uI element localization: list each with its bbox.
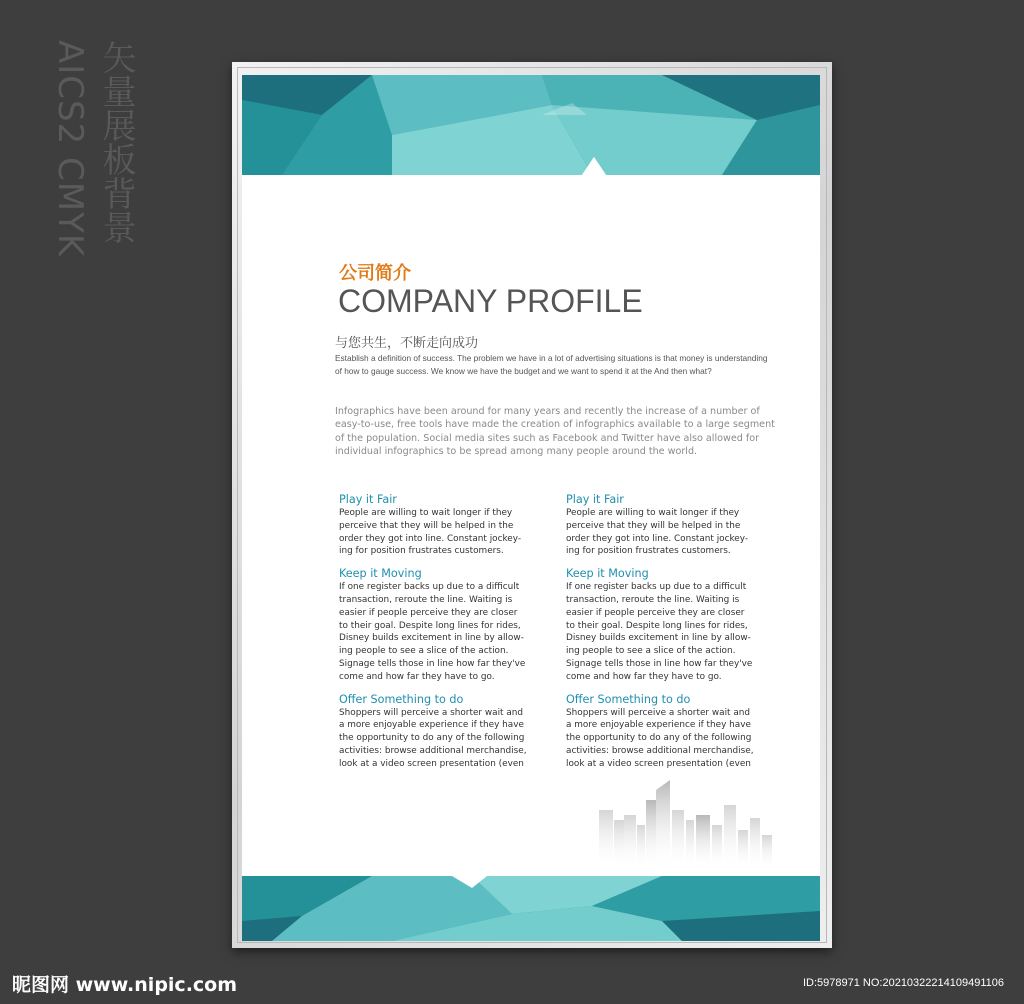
title-en: COMPANY PROFILE [338, 283, 643, 319]
section-title: Offer Something to do [566, 692, 691, 706]
section-body: If one register backs up due to a difficult transaction, reroute the line. Waiting is easier if people perceive they are closer to their goal. Despite long lines for rides, Disney builds excitement in line by allow- ing people to see a slice of the action. Signage tells those in line how far they've come and how far they have to go. [339, 582, 526, 682]
section [566, 567, 772, 683]
section-title: Play it Fair [339, 493, 397, 506]
left-column [339, 493, 545, 780]
section [566, 493, 772, 558]
intro-text: Establish a definition of success. The problem we have in a lot of advertising situations is that money is understanding of how to gauge success. We know we have the budget and we want to spend it at the And then what? [335, 353, 768, 376]
nipic-logo-watermark: 昵图网 www.nipic.com [12, 974, 238, 996]
section-title: Offer Something to do [339, 692, 464, 706]
title-cn: 公司简介 [339, 263, 411, 284]
slogan: 与您共生，不断走向成功 [335, 336, 479, 351]
section-title: Keep it Moving [339, 567, 422, 581]
poster [242, 75, 820, 941]
section-body: Shoppers will perceive a shorter wait and a more enjoyable experience if they have the opportunity to do any of the following activities: browse additional merchandise, look at a video screen presentation (even [566, 707, 754, 769]
section [339, 567, 545, 683]
poster-content [242, 75, 820, 941]
side-watermark-en: AICS2 CMYK [50, 40, 90, 258]
section-title: Play it Fair [566, 493, 624, 506]
section-body: Shoppers will perceive a shorter wait and a more enjoyable experience if they have the opportunity to do any of the following activities: browse additional merchandise, look at a video screen presentation (even [339, 707, 527, 769]
section [339, 493, 545, 558]
section-body: People are willing to wait longer if they perceive that they will be helped in the order they got into line. Constant jockey- ing for position frustrates customers. [339, 508, 522, 557]
section-body: If one register backs up due to a difficult transaction, reroute the line. Waiting is easier if people perceive they are closer to their goal. Despite long lines for rides, Disney builds excitement in line by allow- ing people to see a slice of the action. Signage tells those in line how far they've come and how far they have to go. [566, 582, 753, 682]
city-skyline-illustration [584, 780, 784, 870]
right-column [566, 493, 772, 780]
body-paragraph: Infographics have been around for many years and recently the increase of a number of easy-to-use, free tools have made the creation of infographics available to a large segment of the population. Social media sites such as Facebook and Twitter have also allowed for individual infographics to be spread among many people around the world. [335, 406, 775, 458]
side-watermark-cn: 矢量展板背景 [96, 40, 136, 244]
section-title: Keep it Moving [566, 567, 649, 581]
image-id-watermark: ID:5978971 NO:20210322214109491106 [802, 977, 1004, 989]
section [566, 693, 772, 771]
side-watermark [50, 40, 140, 280]
section [339, 693, 545, 771]
section-body: People are willing to wait longer if they perceive that they will be helped in the order they got into line. Constant jockey- ing for position frustrates customers. [566, 508, 749, 557]
